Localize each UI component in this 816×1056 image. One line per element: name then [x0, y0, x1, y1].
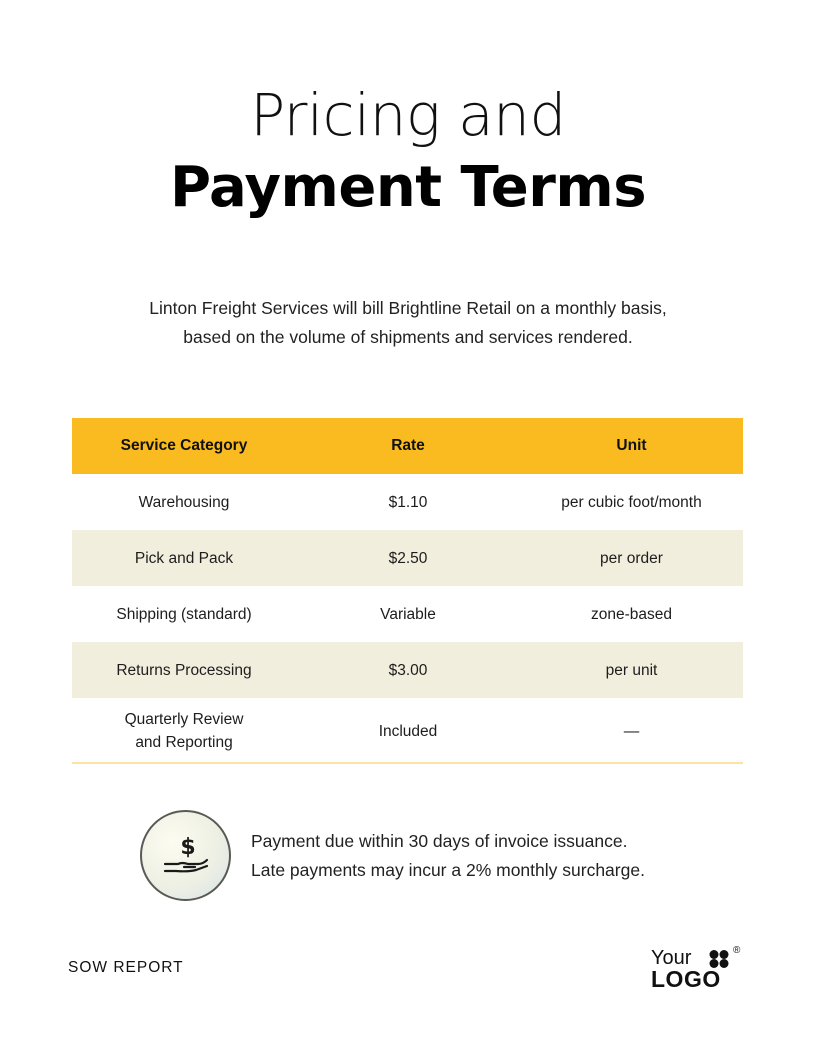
- header-rate: Rate: [296, 418, 520, 474]
- payment-terms-note: [251, 827, 645, 885]
- cell-unit: per order: [520, 530, 743, 586]
- company-logo: [651, 946, 746, 992]
- table-row: [72, 474, 743, 530]
- payment-note-line2: Late payments may incur a 2% monthly surcharge.: [251, 860, 645, 880]
- logo-registered-mark: ®: [733, 945, 741, 956]
- cell-unit: per unit: [520, 642, 743, 698]
- cell-category: Shipping (standard): [116, 605, 252, 623]
- page-title-line2: Payment Terms: [169, 155, 647, 220]
- svg-text:$: $: [180, 835, 196, 860]
- cell-category: Returns Processing: [72, 642, 296, 698]
- table-bottom-rule: [72, 762, 743, 764]
- cell-rate: $1.10: [388, 493, 428, 511]
- table-row: [72, 530, 743, 586]
- payment-note-line1: Payment due within 30 days of invoice issuance.: [251, 831, 628, 851]
- logo-text-top: Your: [651, 947, 692, 969]
- pricing-table: [72, 418, 743, 764]
- intro-line2: based on the volume of shipments and services rendered.: [183, 327, 633, 347]
- footer-report-label: SOW REPORT: [68, 959, 184, 976]
- cell-category-line1: Quarterly Review: [124, 711, 244, 728]
- intro-line1: Linton Freight Services will bill Brightline Retail on a monthly basis,: [149, 298, 667, 318]
- cell-rate: $2.50: [296, 530, 520, 586]
- payment-icon-badge: [140, 810, 231, 901]
- money-hand-icon: [158, 828, 214, 884]
- page-title: [0, 80, 816, 226]
- cell-unit: per cubic foot/month: [561, 493, 702, 511]
- cell-category-line2: and Reporting: [135, 734, 233, 751]
- intro-paragraph: [90, 294, 726, 352]
- cell-rate: $3.00: [296, 642, 520, 698]
- table-row: [72, 642, 743, 698]
- logo-text-bottom: LOGO: [651, 966, 721, 992]
- table-header-row: [72, 418, 743, 474]
- cell-category: Pick and Pack: [72, 530, 296, 586]
- cell-rate: Variable: [380, 605, 436, 623]
- header-unit: Unit: [520, 418, 743, 474]
- cell-category: [72, 698, 296, 764]
- table-row: [72, 586, 743, 642]
- header-service-category: Service Category: [72, 418, 296, 474]
- cell-category: Warehousing: [138, 493, 230, 511]
- cell-unit: zone-based: [590, 605, 672, 623]
- page-title-line1: Pricing and: [250, 81, 566, 149]
- table-row: [72, 698, 743, 764]
- cell-rate: Included: [378, 722, 438, 740]
- cell-unit: —: [623, 722, 640, 740]
